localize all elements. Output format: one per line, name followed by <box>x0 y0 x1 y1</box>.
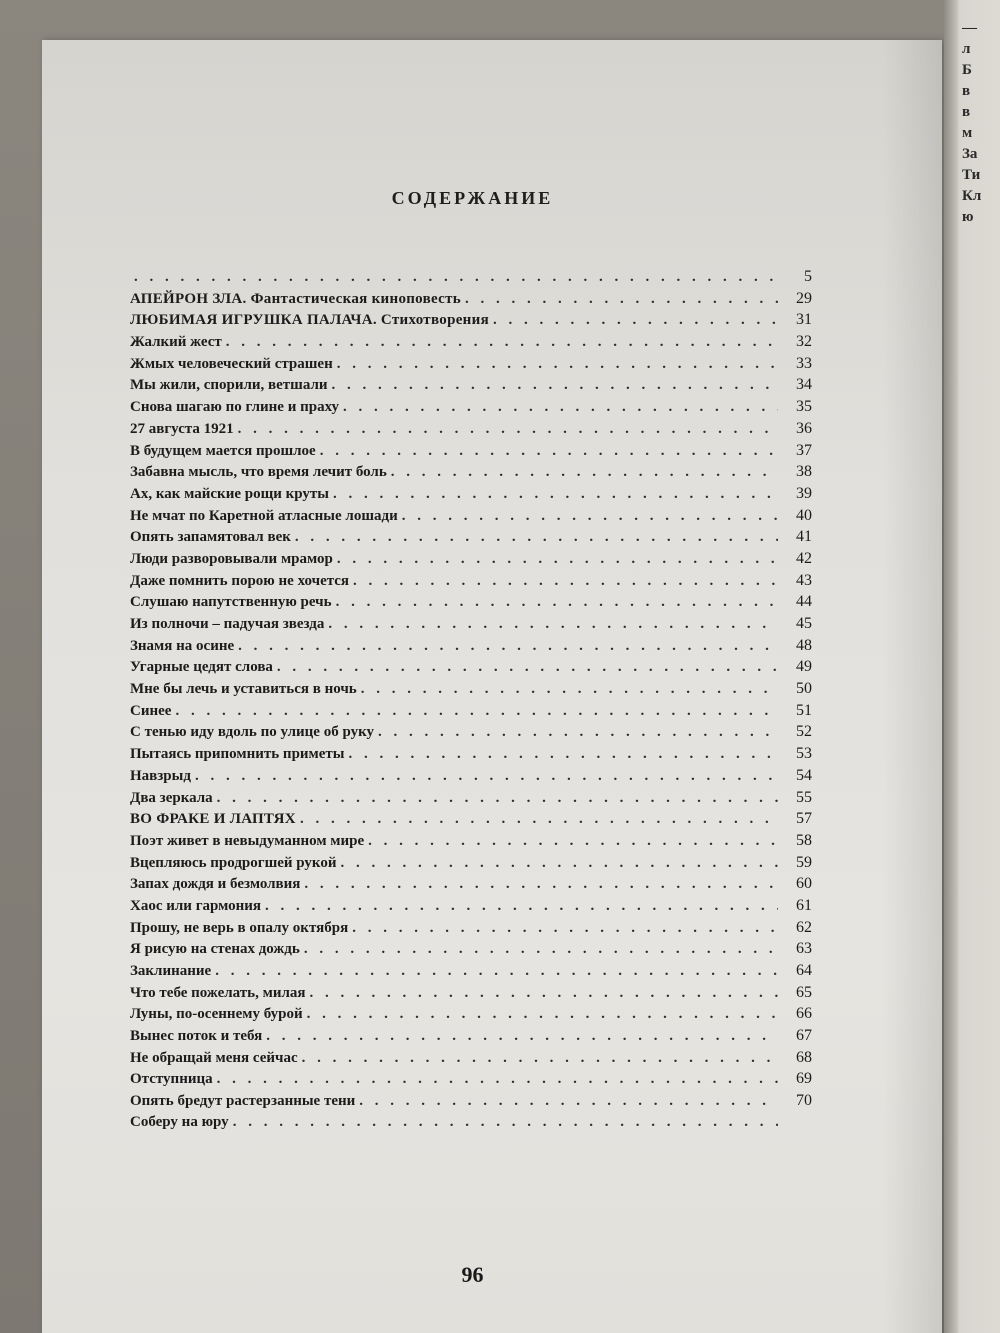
adjacent-page-fragment: м <box>962 125 973 141</box>
toc-entry-page: 48 <box>796 636 812 654</box>
toc-entry-page: 38 <box>796 463 812 481</box>
toc-entry-page: 40 <box>796 506 812 524</box>
toc-entry <box>130 897 812 919</box>
toc-leader-dots <box>391 464 778 481</box>
toc-section-entry <box>130 311 812 333</box>
toc-entry-page: 49 <box>796 658 812 676</box>
toc-entry-title: Жалкий жест <box>130 334 222 351</box>
toc-entry-title: Пытаясь припомнить приметы <box>130 746 345 763</box>
toc-entry-title: Вынес поток и тебя <box>130 1028 263 1045</box>
toc-leader-dots <box>295 529 778 546</box>
toc-leader-dots <box>361 681 778 698</box>
toc-entry <box>130 333 812 355</box>
adjacent-page-fragment: в <box>962 104 971 120</box>
toc-entry <box>130 745 812 767</box>
toc-entry-title: ВО ФРАКЕ И ЛАПТЯХ <box>130 811 296 828</box>
toc-entry-title: Опять запамятовал век <box>130 529 291 546</box>
toc-leader-dots <box>217 790 778 807</box>
toc-leader-dots <box>328 616 778 633</box>
toc-entry <box>130 398 812 420</box>
toc-entry-title: ЛЮБИМАЯ ИГРУШКА ПАЛАЧА. Стихотворения <box>130 312 489 329</box>
toc-leader-dots <box>337 551 778 568</box>
toc-heading: СОДЕРЖАНИЕ <box>391 188 554 208</box>
toc-entry <box>130 962 812 984</box>
toc-entry <box>130 637 812 659</box>
toc-entry-title: Не мчат по Каретной атласные лошади <box>130 507 398 524</box>
toc-entry-title: Луны, по-осеннему бурой <box>130 1006 303 1023</box>
toc-entry <box>130 463 812 485</box>
toc-entry-page: 44 <box>796 593 812 611</box>
toc-entry-title: Опять бредут растерзанные тени <box>130 1093 356 1110</box>
toc-leader-dots <box>368 833 778 850</box>
toc-entry-page: 36 <box>796 419 812 437</box>
adjacent-page-fragment: л <box>962 41 971 57</box>
toc-entry <box>130 1070 812 1092</box>
toc-entry <box>130 767 812 789</box>
toc-entry <box>130 658 812 680</box>
toc-leader-dots <box>493 312 778 329</box>
toc-leader-dots <box>353 573 778 590</box>
toc-entry-page: 53 <box>796 745 812 763</box>
toc-entry-page: 64 <box>796 962 812 979</box>
toc-leader-dots <box>304 941 778 958</box>
toc-entry-title: 27 августа 1921 <box>130 420 234 437</box>
toc-entry-page: 55 <box>796 788 812 806</box>
adjacent-page-fragment: ю <box>962 209 974 225</box>
toc-entry <box>130 940 812 962</box>
toc-leader-dots <box>134 269 778 286</box>
toc-entry-title: В будущем мается прошлое <box>130 442 316 459</box>
toc-entry-title: Заклинание <box>130 963 212 979</box>
toc-leader-dots <box>266 1028 778 1045</box>
toc-entry-title: Жмых человеческий страшен <box>130 355 333 372</box>
toc-entry-page: 70 <box>796 1092 812 1110</box>
toc-entry-title: Соберу на юру <box>130 1113 229 1130</box>
toc-leader-dots <box>307 1006 778 1023</box>
toc-entry <box>130 1005 812 1027</box>
toc-leader-dots <box>277 659 778 676</box>
toc-entry-page: 37 <box>796 441 812 459</box>
toc-entry-title: Поэт живет в невыдуманном мире <box>130 832 365 849</box>
toc-entry <box>130 1114 812 1136</box>
toc-entry <box>130 854 812 876</box>
toc-entry-title: Из полночи – падучая звезда <box>130 616 325 632</box>
toc-leader-dots <box>310 985 779 1002</box>
toc-entry-title: Мне бы лечь и уставиться в ночь <box>130 681 357 698</box>
toc-entry-title: Навзрыд <box>130 767 191 784</box>
toc-entry-page: 67 <box>796 1027 812 1045</box>
toc-entry-page: 69 <box>796 1070 812 1088</box>
toc-entry <box>130 680 812 702</box>
toc-entry-page: 52 <box>796 723 812 741</box>
toc-section-entry <box>130 290 812 312</box>
toc-entry <box>130 702 812 724</box>
toc-entry <box>130 593 812 615</box>
adjacent-page-edge <box>944 0 1000 1333</box>
adjacent-page-fragment: в <box>962 83 971 99</box>
toc-entry-title: Прошу, не верь в опалу октября <box>130 919 349 936</box>
toc-leader-dots <box>378 724 778 741</box>
toc-entry-page: 66 <box>796 1005 812 1023</box>
toc-leader-dots <box>332 377 778 394</box>
toc-leader-dots <box>226 334 778 351</box>
toc-entry-page: 39 <box>796 484 812 502</box>
toc-entry <box>130 485 812 507</box>
toc-entry-page: 5 <box>804 268 812 285</box>
toc-leader-dots <box>333 486 778 503</box>
toc-entry-page: 45 <box>796 615 812 632</box>
toc-entry-title: С тенью иду вдоль по улице об руку <box>130 724 375 741</box>
page-shadow <box>882 40 942 1333</box>
toc-entry-title: Ах, как майские рощи круты <box>130 485 330 502</box>
toc-entry-page: 43 <box>796 571 812 589</box>
toc-entry-page: 35 <box>796 398 812 416</box>
toc-entry-title: Я рисую на стенах дождь <box>130 941 300 958</box>
toc-entry-title: Что тебе пожелать, милая <box>130 984 306 1001</box>
toc-entry <box>130 875 812 897</box>
toc-entry-page: 32 <box>796 333 812 351</box>
page-number: 96 <box>461 1262 484 1287</box>
toc-entry <box>130 376 812 398</box>
toc-entry-page: 42 <box>796 549 812 567</box>
toc-entry <box>130 528 812 550</box>
toc-leader-dots <box>233 1114 778 1131</box>
toc-entry-title: АПЕЙРОН ЗЛА. Фантастическая киноповесть <box>130 290 462 307</box>
toc-leader-dots <box>265 898 778 915</box>
toc-entry-page: 61 <box>796 896 812 914</box>
toc-entry-title: Вцепляюсь продрогшей рукой <box>130 854 337 871</box>
toc-entry <box>130 268 812 290</box>
toc-entry-page: 31 <box>796 311 812 329</box>
toc-entry-page: 50 <box>796 680 812 698</box>
toc-entry <box>130 919 812 941</box>
toc-entry-page: 59 <box>796 853 812 871</box>
toc-entry <box>130 832 812 854</box>
toc-entry <box>130 1092 812 1114</box>
toc-leader-dots <box>343 399 778 416</box>
toc-entry <box>130 1027 812 1049</box>
toc-leader-dots <box>341 855 778 872</box>
toc-leader-dots <box>300 811 778 828</box>
toc-leader-dots <box>402 508 778 525</box>
toc-leader-dots <box>465 291 778 308</box>
toc-entry <box>130 420 812 442</box>
toc-entry-page: 60 <box>796 875 812 893</box>
toc-entry-title: Синее <box>130 702 172 719</box>
adjacent-page-fragment: За <box>962 146 978 162</box>
toc-leader-dots <box>302 1050 778 1067</box>
toc-entry-title: Угарные цедят слова <box>130 659 273 676</box>
toc-entry-title: Знамя на осине <box>130 637 235 654</box>
toc-entry <box>130 550 812 572</box>
table-of-contents <box>130 268 812 1136</box>
toc-entry <box>130 723 812 745</box>
toc-entry-page: 57 <box>796 810 812 828</box>
toc-leader-dots <box>238 421 778 438</box>
adjacent-page-fragment: — <box>962 20 977 36</box>
toc-entry-page: 58 <box>796 831 812 849</box>
toc-leader-dots <box>337 356 778 373</box>
toc-entry <box>130 355 812 377</box>
toc-leader-dots <box>238 638 778 655</box>
toc-entry-title: Хаос или гармония <box>130 897 262 914</box>
toc-entry <box>130 789 812 811</box>
toc-entry-title: Не обращай меня сейчас <box>130 1049 298 1066</box>
toc-entry <box>130 442 812 464</box>
toc-section-entry <box>130 810 812 832</box>
toc-leader-dots <box>195 768 778 785</box>
toc-entry-title: Слушаю напутственную речь <box>130 594 332 611</box>
toc-entry-page: 63 <box>796 940 812 958</box>
toc-leader-dots <box>215 963 778 980</box>
toc-entry-title: Даже помнить порою не хочется <box>130 572 350 589</box>
toc-entry-title: Мы жили, спорили, ветшали <box>130 377 328 394</box>
toc-entry-page: 33 <box>796 354 812 372</box>
toc-entry-page: 68 <box>796 1048 812 1066</box>
toc-entry-title: Снова шагаю по глине и праху <box>130 399 339 416</box>
toc-entry <box>130 984 812 1006</box>
toc-entry <box>130 507 812 529</box>
toc-entry-page: 65 <box>796 983 812 1001</box>
toc-entry-title: Забавна мысль, что время лечит боль <box>130 464 387 481</box>
adjacent-page-fragment: Кл <box>962 188 982 204</box>
toc-entry-page: 41 <box>796 528 812 546</box>
toc-leader-dots <box>349 746 778 763</box>
toc-entry-page: 62 <box>796 918 812 936</box>
toc-entry-page: 29 <box>796 289 812 307</box>
adjacent-page-text-fragments <box>962 18 1000 228</box>
adjacent-page-fragment: Ти <box>962 167 981 183</box>
toc-leader-dots <box>175 703 778 720</box>
toc-entry <box>130 615 812 637</box>
toc-entry-page: 34 <box>796 376 812 394</box>
toc-entry-page: 54 <box>796 766 812 784</box>
toc-leader-dots <box>320 443 778 460</box>
adjacent-page-fragment: Б <box>962 62 972 78</box>
book-gutter <box>944 0 958 1333</box>
toc-entry-title: Два зеркала <box>130 789 213 806</box>
toc-leader-dots <box>304 876 778 893</box>
toc-entry-title: Запах дождя и безмолвия <box>130 876 301 893</box>
toc-entry-title: Люди разворовывали мрамор <box>130 550 333 567</box>
toc-entry <box>130 1049 812 1071</box>
toc-leader-dots <box>217 1071 778 1088</box>
toc-leader-dots <box>352 920 778 937</box>
toc-leader-dots <box>336 594 778 611</box>
toc-entry <box>130 572 812 594</box>
toc-leader-dots <box>359 1093 778 1110</box>
toc-entry-title: Отступница <box>130 1071 213 1088</box>
toc-entry-page: 51 <box>796 701 812 719</box>
